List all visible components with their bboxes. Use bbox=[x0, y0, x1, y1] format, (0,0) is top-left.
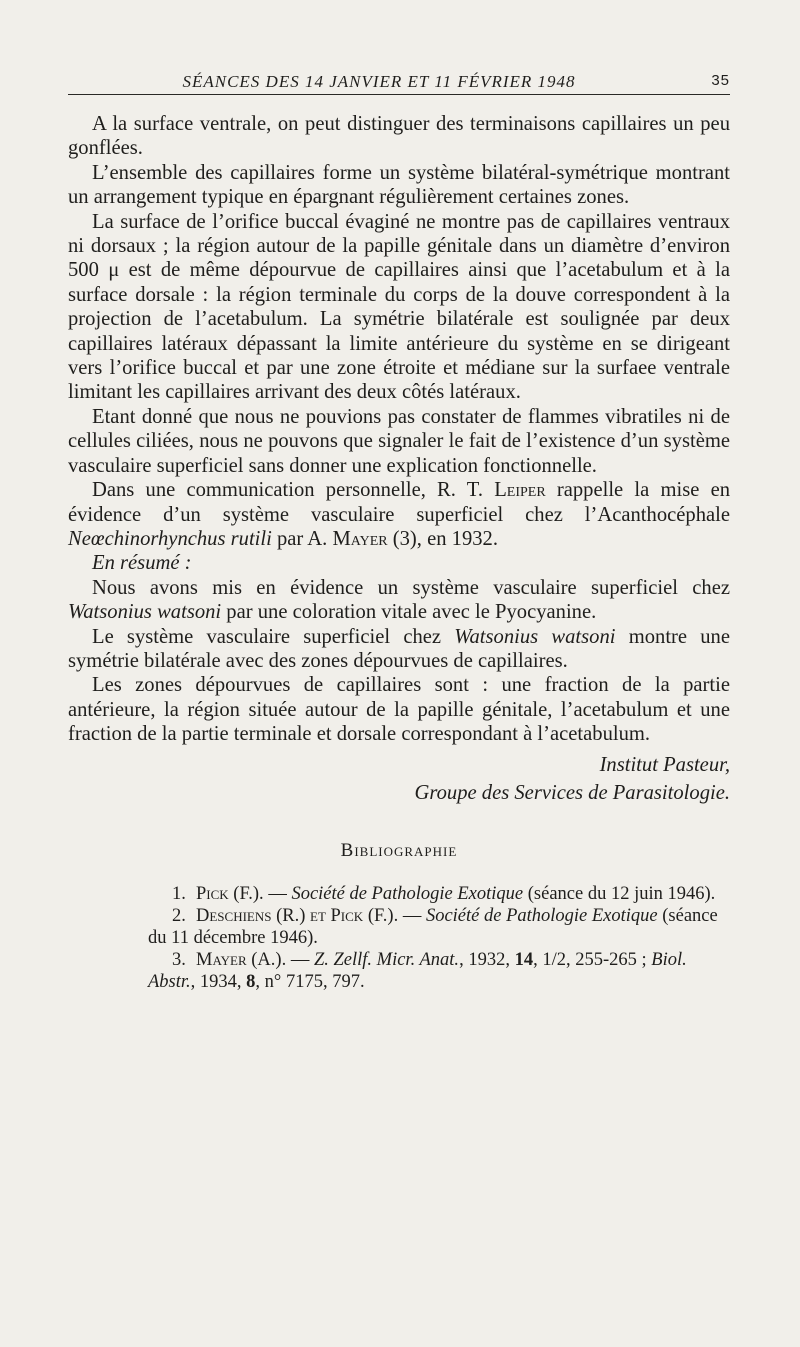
paragraph bbox=[68, 576, 730, 625]
reference-item bbox=[68, 949, 730, 993]
species-name: Watsonius watsoni bbox=[68, 601, 222, 624]
text-run: — bbox=[263, 883, 292, 904]
paragraph: La surface de l’orifice buccal évaginé ne montre pas de capillaires ventraux ni dorsaux ; la région autour de la papille génitale dans un diamètre d’environ 500 μ est de même dépourvue de capillaires ainsi que l’acetabulum et à la surface dorsale : la région terminale du corps de la douve correspondent à la projection de l’acetabulum. La symétrie bilatérale est soulignée par deux capillaires latéraux dépassant la limite antérieure du système en se dirigeant vers l’orifice buccal et par une zone étroite et médiane sur la surfaee ventrale limitant les capillaires arrivant des deux côtés latéraux. bbox=[68, 210, 730, 404]
reference-number: 2. bbox=[172, 905, 186, 926]
species-name: Neœchinorhynchus rutili bbox=[68, 527, 272, 550]
text-run: Le système vasculaire superficiel chez bbox=[92, 625, 455, 648]
reference-item bbox=[68, 883, 730, 905]
reference-journal: Société de Pathologie Exotique bbox=[425, 905, 658, 926]
text-run: , n° 7175, 797. bbox=[255, 971, 365, 992]
article-body bbox=[68, 112, 730, 993]
page-number: 35 bbox=[711, 72, 730, 89]
text-run: Dans une communication personnelle, R. T. bbox=[92, 479, 495, 502]
summary-heading: En résumé : bbox=[92, 552, 192, 575]
text-run: , 1/2, 255-265 ; bbox=[533, 949, 652, 970]
text-run: — bbox=[398, 905, 426, 926]
running-title: SÉANCES DES 14 JANVIER ET 11 FÉVRIER 1948 bbox=[182, 72, 576, 91]
affiliation-signature bbox=[68, 751, 730, 807]
running-header bbox=[68, 70, 730, 95]
reference-number: 3. bbox=[172, 949, 186, 970]
signature-group: Groupe des Services de Parasitologie. bbox=[414, 781, 730, 804]
reference-number: 1. bbox=[172, 883, 186, 904]
reference-author: Pick (F.). bbox=[196, 883, 264, 904]
author-name: Leiper bbox=[494, 479, 546, 502]
text-run: , 1932, bbox=[459, 949, 515, 970]
reference-journal: Biol. Abstr. bbox=[148, 949, 687, 992]
reference-journal: Société de Pathologie Exotique bbox=[291, 883, 524, 904]
text-run: par une coloration vitale avec le Pyocyanine. bbox=[221, 601, 597, 624]
reference-volume: 8 bbox=[246, 971, 256, 992]
reference-journal: Z. Zellf. Micr. Anat. bbox=[313, 949, 460, 970]
signature-institute: Institut Pasteur, bbox=[599, 753, 730, 776]
text-run: montre une symétrie bilatérale avec des zones dépourvues de capillaires. bbox=[68, 625, 730, 672]
paragraph: Etant donné que nous ne pouvions pas constater de flammes vibratiles ni de cellules ciliées, nous ne pouvons que signaler le fait de l’existence d’un système vasculaire superficiel sans donner une explication fonctionnelle. bbox=[68, 405, 730, 477]
reference-author: Deschiens (R.) et Pick (F.). bbox=[196, 905, 399, 926]
text-run: (séance du 11 décembre 1946). bbox=[148, 905, 718, 948]
text-run: (3), en 1932. bbox=[387, 527, 498, 550]
paragraph: A la surface ventrale, on peut distinguer des terminaisons capillaires un peu gonflées. bbox=[68, 113, 730, 160]
text-run: par A. bbox=[271, 527, 333, 550]
paragraph bbox=[68, 478, 730, 551]
text-run: — bbox=[286, 949, 314, 970]
paragraph: Les zones dépourvues de capillaires sont : une fraction de la partie antérieure, la région située autour de la papille génitale, l’acetabulum et une fraction de la partie terminale et dorsale correspondant à l’acetabulum. bbox=[68, 674, 730, 746]
bibliography-heading: Bibliographie bbox=[340, 839, 458, 861]
reference-volume: 14 bbox=[514, 949, 534, 970]
reference-author: Mayer (A.). bbox=[196, 949, 287, 970]
reference-item bbox=[68, 905, 730, 949]
species-name: Watsonius watsoni bbox=[454, 625, 616, 648]
text-run: Nous avons mis en évidence un système vasculaire superficiel chez bbox=[92, 576, 730, 599]
text-run: , 1934, bbox=[190, 971, 247, 992]
text-run: rappelle la mise en évidence d’un système vasculaire superficiel chez l’Acanthocéphale bbox=[68, 479, 731, 526]
text-run: (séance du 12 juin 1946). bbox=[523, 883, 716, 904]
paragraph bbox=[68, 625, 730, 674]
author-name: Mayer bbox=[332, 527, 388, 550]
paragraph: L’ensemble des capillaires forme un système bilatéral-symétrique montrant un arrangement typique en épargnant régulièrement certaines zones. bbox=[68, 161, 730, 209]
